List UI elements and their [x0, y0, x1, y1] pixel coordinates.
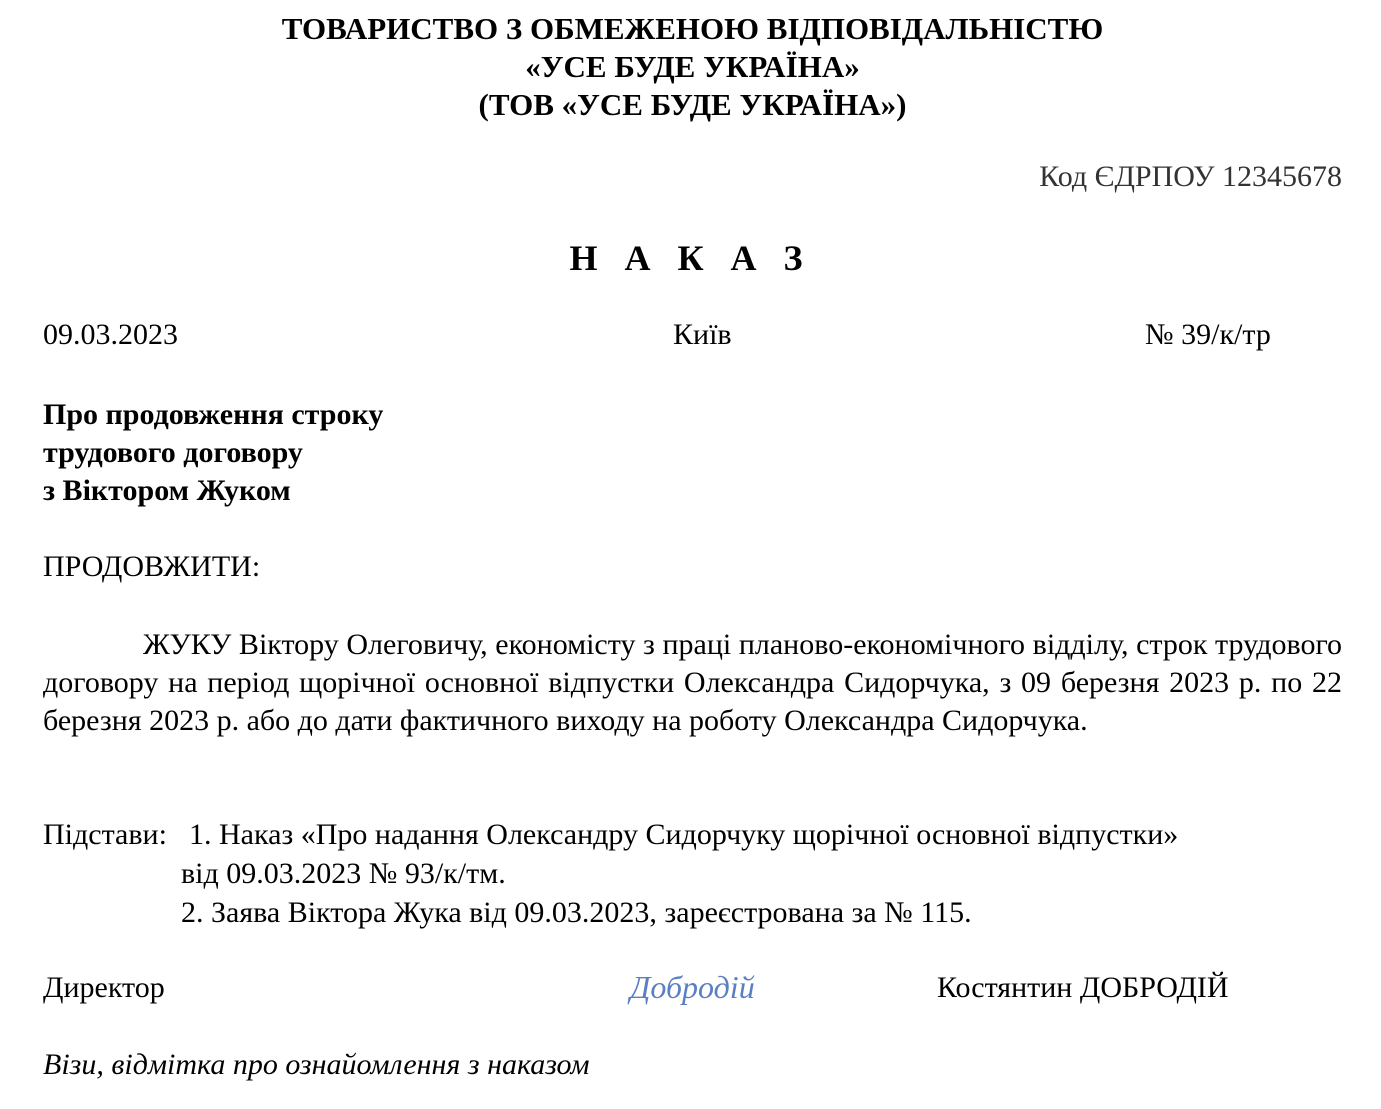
subject-line: Про продовження строку: [43, 398, 384, 431]
handwritten-signature: Добродій: [630, 969, 755, 1005]
basis-item-1: 1. Наказ «Про надання Олександру Сидорчуку щорічної основної відпустки»: [189, 818, 1179, 851]
basis-label: Підстави:: [43, 818, 167, 851]
visas-note: Візи, відмітка про ознайомлення з наказом: [43, 1048, 590, 1081]
basis-item-2: 2. Заява Віктора Жука від 09.03.2023, зареєстрована за № 115.: [181, 896, 972, 929]
organization-name-line1: ТОВАРИСТВО З ОБМЕЖЕНОЮ ВІДПОВІДАЛЬНІСТЮ: [281, 11, 1104, 46]
order-city: Київ: [673, 318, 732, 351]
basis-item-1-continuation: від 09.03.2023 № 93/к/тм.: [181, 857, 506, 890]
organization-name-line2: «УСЕ БУДЕ УКРАЇНА»: [525, 49, 860, 84]
subject-line: з Віктором Жуком: [43, 474, 291, 507]
signer-position: Директор: [43, 971, 165, 1004]
signer-name: Костянтин ДОБРОДІЙ: [937, 971, 1229, 1004]
document-title: Н А К А З: [569, 238, 812, 278]
edrpou-code: Код ЄДРПОУ 12345678: [1039, 160, 1342, 193]
order-verb: ПРОДОВЖИТИ:: [43, 550, 261, 583]
order-body-paragraph: ЖУКУ Віктору Олеговичу, економісту з праці планово-економічного відділу, строк трудового договору на період щорічної основної відпустки Олександра Сидорчука, з 09 березня 2023 р. по 22 березня 2023 р. або до дати фактичного виходу на роботу Олександра Сидорчука.: [43, 628, 1342, 737]
organization-short-name: (ТОВ «УСЕ БУДЕ УКРАЇНА»): [478, 87, 907, 122]
subject-line: трудового договору: [43, 436, 303, 469]
organization-header: [0, 10, 1381, 124]
order-number: № 39/к/тр: [1145, 318, 1271, 351]
order-subject: [43, 396, 383, 510]
order-date: 09.03.2023: [43, 318, 178, 351]
